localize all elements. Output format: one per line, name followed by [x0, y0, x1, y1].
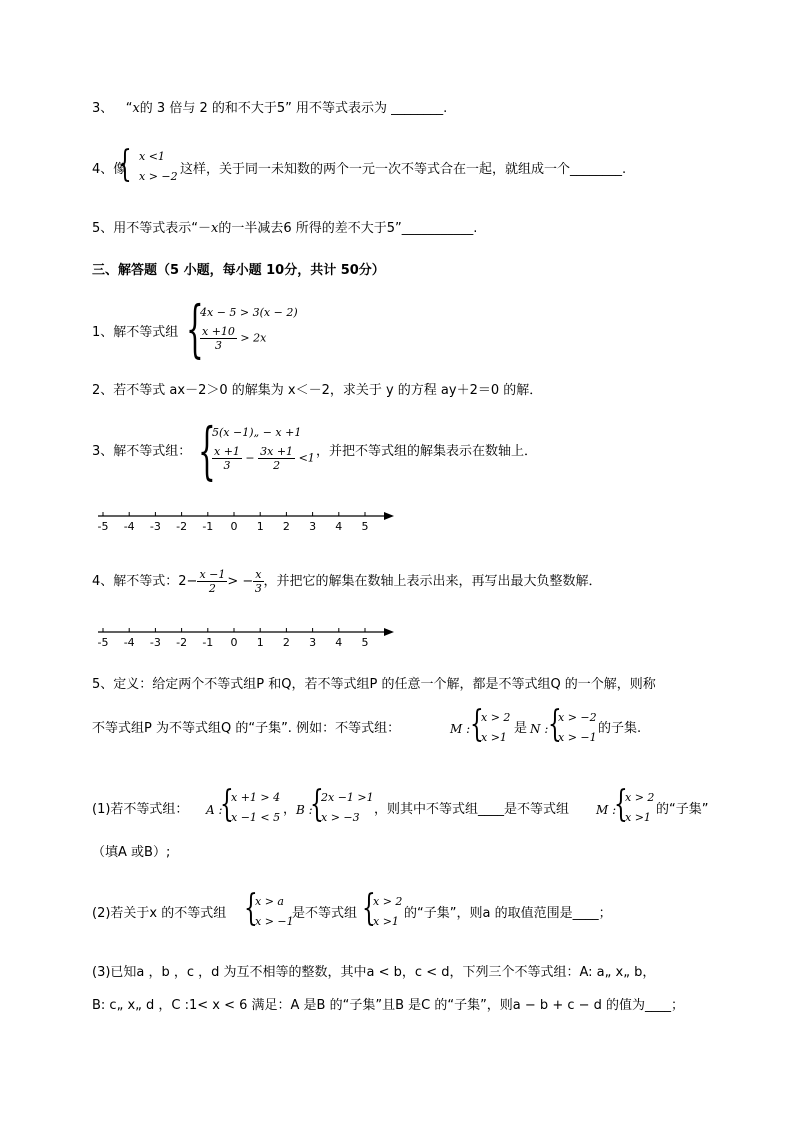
problem-5-N-label: N : [530, 722, 549, 736]
number-line-1-tick-label: -4 [123, 520, 135, 533]
problem-1-line-1: 4x − 5 > 3(x − 2) [200, 306, 298, 319]
subquestion-1-B-line-1: 2x −1 >1 [321, 791, 374, 804]
question-5-text-end: 的一半减去6 所得的差不大于5”___________. [218, 221, 478, 236]
subquestion-2-right-brace: { [362, 888, 376, 929]
subquestion-3-line-2: B: c„ x„ d ，C :1< x < 6 满足：A 是B 的“子集”且B 是C 的“子集”，则a − b + c − d 的值为____； [92, 998, 685, 1013]
number-line-1-tick-label: 4 [335, 520, 343, 533]
number-line-1-tick-label: 1 [256, 520, 264, 533]
subquestion-1-tail: 的“子集” [656, 802, 709, 817]
number-line-1-tick-label: 2 [282, 520, 290, 533]
problem-1-fraction-numerator: x +10 [202, 325, 235, 338]
question-5-text-start: 5、用不等式表示“－ [92, 221, 212, 236]
section-heading: 三、解答题（5 小题，每小题 10分，共计 50分） [92, 263, 385, 278]
subquestion-1-separator: ， [283, 802, 297, 817]
subquestion-2-right-line-1: x > 2 [373, 895, 403, 908]
number-line-1-tick-label: -1 [202, 520, 214, 533]
number-line-1-tick-label: -3 [149, 520, 161, 533]
subquestion-1-B-brace: { [310, 784, 324, 825]
problem-3-fraction-1-numerator: x +1 [214, 445, 240, 458]
problem-5-M-line-2: x >1 [481, 731, 507, 744]
problem-5-line-2-start: 不等式组P 为不等式组Q 的“子集”. 例如：不等式组： [92, 721, 401, 736]
question-4-system-line-2: x > −2 [139, 170, 178, 183]
question-3-quote: “ [125, 101, 133, 116]
problem-4-fraction-1-denominator: 2 [208, 582, 216, 595]
problem-4-fraction-2 [253, 568, 263, 595]
subquestion-1-M-brace: { [614, 784, 628, 825]
problem-2: 2、若不等式 ax－2＞0 的解集为 x＜－2，求关于 y 的方程 ay＋2＝0 的解． [92, 383, 543, 398]
question-4-text: 这样，关于同一未知数的两个一元一次不等式合在一起，就组成一个________. [180, 162, 627, 177]
subquestion-1-M-label: M : [596, 803, 617, 817]
subquestion-1-M-line-2: x >1 [625, 811, 651, 824]
subquestion-2-left-line-2: x > −1 [255, 915, 294, 928]
subquestion-1-B-line-2: x > −3 [321, 811, 360, 824]
problem-3-line-2 [212, 445, 315, 472]
question-3 [92, 102, 447, 115]
problem-1-fraction [200, 325, 237, 352]
question-3-number: 3、 [92, 101, 114, 116]
number-line-1-arrow [384, 512, 394, 520]
problem-1-brace: { [186, 292, 204, 365]
problem-4 [92, 568, 602, 595]
subquestion-1-A-brace: { [220, 784, 234, 825]
problem-4-fraction-1 [197, 568, 227, 595]
number-line-2-tick-label: 1 [256, 636, 264, 649]
number-line-1-tick-label: -5 [97, 520, 109, 533]
number-line-1-ticks [98, 512, 369, 533]
subquestion-1-A-line-1: x +1 > 4 [231, 791, 281, 804]
problem-5-line-1: 5、定义：给定两个不等式组P 和Q，若不等式组P 的任意一个解，都是不等式组Q 的一个解，则称 [92, 677, 656, 692]
problem-3-fraction-2-denominator: 2 [273, 459, 281, 472]
number-line-2-tick-label: -2 [176, 636, 188, 649]
subquestion-1-middle: ，则其中不等式组____是不等式组 [374, 802, 570, 817]
problem-5-line-2-end: 的子集. [598, 721, 642, 736]
problem-3-fraction-1 [212, 445, 242, 472]
problem-3-label: 3、解不等式组： [92, 444, 192, 459]
number-line-2-arrow [384, 628, 394, 636]
number-line-2-tick-label: 3 [309, 636, 317, 649]
subquestion-1-label: (1)若不等式组： [92, 802, 189, 817]
problem-1-line-2 [200, 325, 266, 352]
problem-3-tail: <1 [298, 451, 315, 465]
number-line-2-tick-label: 4 [335, 636, 343, 649]
number-line-2-tick-label: -3 [149, 636, 161, 649]
subquestion-3-line-1: (3)已知a ，b ，c ，d 为互不相等的整数，其中a < b，c < d，下列三个不等式组：A: a„ x„ b， [92, 965, 656, 980]
problem-3-brace: { [198, 414, 216, 487]
subquestion-1-A-label: A : [206, 803, 223, 817]
question-4-brace: { [118, 144, 132, 185]
number-line-2-tick-label: 0 [230, 636, 238, 649]
number-line-1-tick-label: 5 [361, 520, 369, 533]
problem-5-M-label: M : [450, 722, 471, 736]
number-line-1-tick-label: 0 [230, 520, 238, 533]
subquestion-2-label: (2)若关于x 的不等式组 [92, 906, 227, 921]
problem-3-line-1: 5(x −1)„ − x +1 [212, 426, 302, 439]
number-line-2-tick-label: -4 [123, 636, 135, 649]
subquestion-1-line-2: （填A 或B）; [92, 845, 171, 860]
problem-4-fraction-2-numerator: x [255, 568, 262, 581]
problem-5-N-line-1: x > −2 [558, 711, 597, 724]
number-line-1-tick-label: 3 [309, 520, 317, 533]
problem-5-M-line-1: x > 2 [481, 711, 511, 724]
problem-4-fraction-2-denominator: 3 [254, 582, 262, 595]
number-line-2-tick-label: -5 [97, 636, 109, 649]
question-3-variable: x [132, 101, 140, 116]
problem-4-label: 4、解不等式：2− [92, 574, 198, 589]
subquestion-1-B-label: B : [296, 803, 313, 817]
number-line-2-ticks [98, 628, 369, 649]
problem-5-N-brace: { [548, 704, 562, 745]
problem-5-M-brace: { [470, 704, 484, 745]
subquestion-1-A-line-2: x −1 < 5 [231, 811, 281, 824]
problem-1-fraction-denominator: 3 [214, 339, 222, 352]
problem-1-label: 1、解不等式组 [92, 325, 179, 340]
number-line-2-tick-label: -1 [202, 636, 214, 649]
number-line-2-tick-label: 5 [361, 636, 369, 649]
question-5 [92, 222, 477, 235]
problem-3-fraction-2 [258, 445, 295, 472]
problem-5-N-line-2: x > −1 [558, 731, 597, 744]
number-line-1 [92, 506, 402, 540]
problem-3-fraction-1-denominator: 3 [223, 459, 231, 472]
question-5-variable: x [211, 221, 219, 236]
question-4-system-line-1: x <1 [139, 150, 165, 163]
subquestion-2-tail: 的“子集”，则a 的取值范围是____； [404, 906, 612, 921]
problem-5-is: 是 [514, 721, 528, 736]
problem-3-text: ，并把不等式组的解集表示在数轴上． [316, 444, 538, 459]
subquestion-2-middle: 是不等式组 [292, 906, 358, 921]
question-3-text: 的 3 倍与 2 的和不大于5” 用不等式表示为 ________. [139, 101, 448, 116]
problem-1-line-2-tail: > 2x [240, 331, 267, 345]
problem-4-fraction-1-numerator: x −1 [199, 568, 226, 581]
subquestion-2-right-line-2: x >1 [373, 915, 399, 928]
subquestion-2-left-line-1: x > a [255, 895, 284, 908]
subquestion-2-left-brace: { [244, 888, 258, 929]
problem-4-text: ，并把它的解集在数轴上表示出来，再写出最大负整数解． [263, 574, 602, 589]
number-line-1-tick-label: -2 [176, 520, 188, 533]
problem-3-minus: − [245, 451, 255, 465]
number-line-2 [92, 622, 402, 656]
problem-4-compare: > − [227, 574, 254, 589]
question-4-label: 4、像 [92, 162, 127, 177]
number-line-2-tick-label: 2 [282, 636, 290, 649]
subquestion-1-M-line-1: x > 2 [625, 791, 655, 804]
problem-3-fraction-2-numerator: 3x +1 [260, 445, 294, 458]
